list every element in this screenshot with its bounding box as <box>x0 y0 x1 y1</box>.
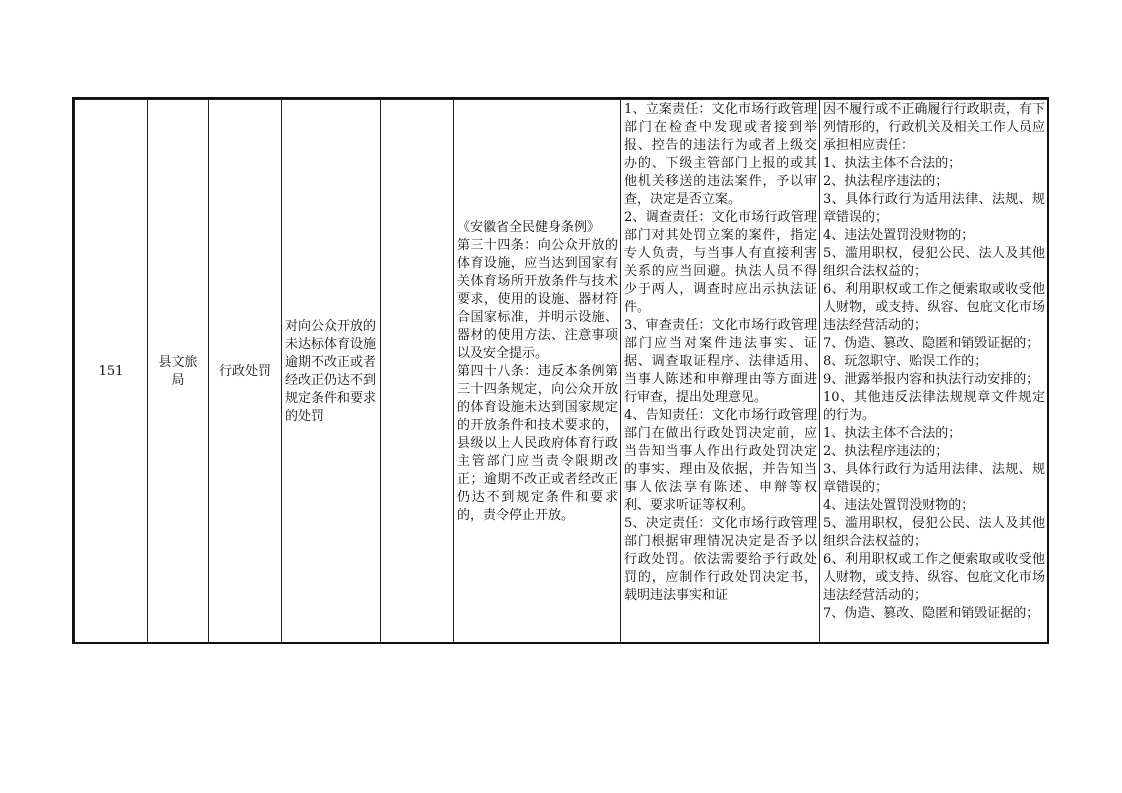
responsibility-cell <box>621 100 820 645</box>
item-name-cell <box>282 100 381 645</box>
liability-item: 5、滥用职权，侵犯公民、法人及其他组织合法权益的； <box>823 246 1045 279</box>
legal-basis-law: 《安徽省全民健身条例》 <box>457 220 601 235</box>
liability-item: 8、玩忽职守、贻误工作的； <box>823 354 988 369</box>
liability-item: 3、具体行政行为适用法律、法规、规章错误的； <box>823 462 1045 495</box>
legal-basis-article-34: 第三十四条：向公众开放的体育设施，应当达到国家有关体育场所开放条件与技术要求，使用的设施、器材符合国家标准，并明示设施、器材的使用方法、注意事项以及安全提示。 <box>457 238 618 361</box>
liability-item: 因不履行或不正确履行行政职责，有下列情形的，行政机关及相关工作人员应承担相应责任： <box>823 102 1045 153</box>
sub-item-cell <box>381 100 454 645</box>
power-list-table-frame <box>72 97 1049 644</box>
liability-item: 10、其他违反法律法规规章文件规定的行为。 <box>823 390 1045 423</box>
power-category: 行政处罚 <box>218 364 271 379</box>
category-cell <box>209 100 282 645</box>
liability-item: 7、伪造、篡改、隐匿和销毁证据的； <box>823 606 1040 621</box>
legal-basis-article-48: 第四十八条：违反本条例第三十四条规定，向公众开放的体育设施未达到国家规定的开放条件和技术要求的，县级以上人民政府体育行政主管部门应当责令限期改正；逾期不改正或者经改正仍达不到规定条件和要求的，责令停止开放。 <box>457 364 618 523</box>
liability-item: 1、执法主体不合法的； <box>823 156 962 171</box>
liability-list <box>823 101 1045 644</box>
liability-item: 6、利用职权或工作之便索取或收受他人财物，或支持、纵容、包庇文化市场违法经营活动的； <box>823 282 1045 333</box>
responsibility-item: 1、立案责任：文化市场行政管理部门在检查中发现或者接到举报、控告的违法行为或者上级交办的、下级主管部门上报的或其他机关移送的违法案件，予以审查，决定是否立案。 <box>624 102 817 207</box>
row-number: 151 <box>98 364 124 379</box>
liability-item: 3、具体行政行为适用法律、法规、规章错误的； <box>823 192 1045 225</box>
department-name: 县文旅局 <box>158 355 198 388</box>
liability-item: 2、执法程序违法的； <box>823 444 949 459</box>
power-item-name: 对向公众开放的未达标体育设施逾期不改正或者经改正仍达不到规定条件和要求的处罚 <box>285 319 377 424</box>
responsibility-item: 5、决定责任：文化市场行政管理部门根据审理情况决定是否予以行政处罚。依法需要给予行政处罚的，应制作行政处罚决定书，载明违法事实和证 <box>624 516 817 603</box>
responsibility-list <box>624 101 817 644</box>
responsibility-item: 3、审查责任：文化市场行政管理部门应当对案件违法事实、证据、调查取证程序、法律适用、当事人陈述和申辩理由等方面进行审查，提出处理意见。 <box>624 318 817 405</box>
liability-item: 1、执法主体不合法的； <box>823 426 962 441</box>
liability-item: 4、违法处置罚没财物的； <box>823 228 975 243</box>
liability-item: 4、违法处置罚没财物的； <box>823 498 975 513</box>
legal-basis-cell <box>454 100 621 645</box>
power-list-table <box>74 99 1048 644</box>
department-cell <box>148 100 209 645</box>
liability-item: 7、伪造、篡改、隐匿和销毁证据的； <box>823 336 1040 351</box>
table-row <box>75 100 1048 645</box>
liability-cell <box>820 100 1048 645</box>
responsibility-item: 4、告知责任：文化市场行政管理部门在做出行政处罚决定前，应当告知当事人作出行政处罚决定的事实、理由及依据，并告知当事人依法享有陈述、申辩等权利、要求听证等权利。 <box>624 408 817 513</box>
liability-item: 6、利用职权或工作之便索取或收受他人财物，或支持、纵容、包庇文化市场违法经营活动的； <box>823 552 1045 603</box>
responsibility-item: 2、调查责任：文化市场行政管理部门对其处罚立案的案件，指定专人负责，与当事人有直接利害关系的应当回避。执法人员不得少于两人，调查时应出示执法证件。 <box>624 210 817 315</box>
liability-item: 5、滥用职权，侵犯公民、法人及其他组织合法权益的； <box>823 516 1045 549</box>
row-number-cell <box>75 100 148 645</box>
liability-item: 2、执法程序违法的； <box>823 174 949 189</box>
liability-item: 9、泄露举报内容和执法行动安排的； <box>823 372 1040 387</box>
